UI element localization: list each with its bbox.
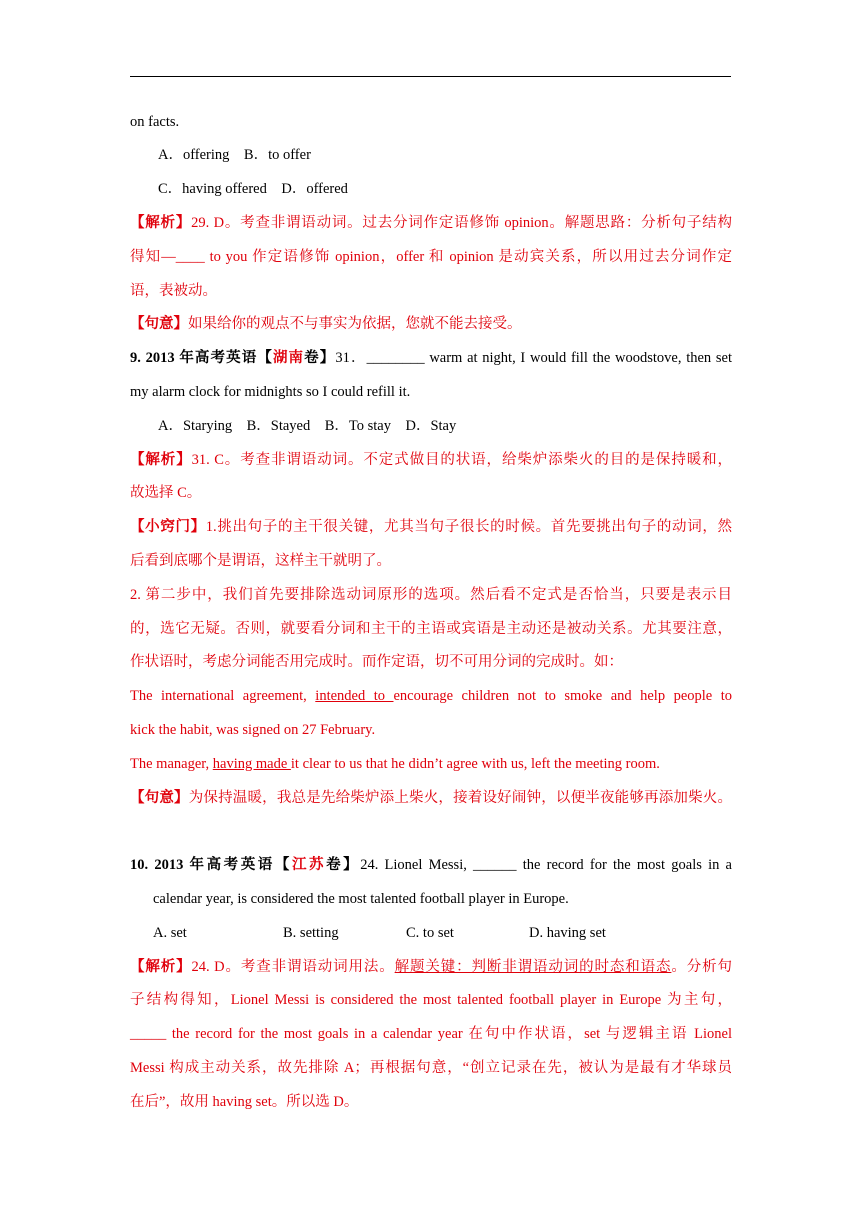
question-8-options-row-2: C．having offered D．offered [158,181,348,197]
question-10-stem-line-1: 10. 2013 年高考英语【江苏卷】24. Lionel Messi, ______ the record for the most goals in a [130,857,732,873]
option-d: D. having set [529,925,606,941]
question-8-options-row-1: A．offering B．to offer [158,147,311,163]
question-9-tip-line-2: 后看到底哪个是谓语，这样主干就明了。 [130,553,391,569]
question-9-tip2-line-3: 作状语时，考虑分词能否用完成时。而作定语，切不可用分词的完成时。如： [130,654,623,670]
question-9-analysis-line-2: 故选择 C。 [130,485,202,501]
question-8-analysis-line-1: 【解析】29. D。考查非谓语动词。过去分词作定语修饰 opinion。解题思路：分析句子结构 [130,215,733,231]
analysis-tag: 【解析】 [130,959,192,975]
question-9-meaning: 【句意】为保持温暖，我总是先给柴炉添上柴火，接着设好闹钟，以便半夜能够再添加柴火。 [130,790,732,806]
question-9-stem-line-2: my alarm clock for midnights so I could refill it. [130,384,411,400]
question-9-tip-line-1: 【小窍门】1.挑出句子的主干很关键，尤其当句子很长的时候。首先要挑出句子的动词，然 [130,519,733,535]
underlined-phrase: 解题关键：判断非谓语动词的时态和语态 [394,959,672,975]
question-8-meaning: 【句意】如果给你的观点不与事实为依据，您就不能去接受。 [130,316,522,332]
underlined-phrase: having made [212,756,291,772]
underlined-phrase: intended to [315,688,394,704]
question-9-tip2-line-2: 的，选它无疑。否则，就要看分词和主干的主语或宾语是主动还是被动关系。尤其要注意， [130,621,732,637]
question-9-stem-line-1: 9. 2013 年高考英语【湖南卷】31．________ warm at night, I would fill the woodstove, then set [130,350,733,366]
province-label: 湖南 [272,350,305,366]
question-9-analysis-line-1: 【解析】31. C。考查非谓语动词。不定式做目的状语，给柴炉添柴火的目的是保持暖和， [130,452,733,468]
question-10-stem-line-2: calendar year, is considered the most talented football player in Europe. [153,891,569,907]
question-8-tail: on facts. [130,114,180,130]
meaning-tag: 【句意】 [130,790,189,806]
question-8-analysis-line-3: 语，表被动。 [130,283,217,299]
meaning-tag: 【句意】 [130,316,188,332]
analysis-tag: 【解析】 [130,452,192,468]
example-sentence-2: The manager, having made it clear to us that he didn’t agree with us, left the meeting room. [130,756,660,772]
question-9-tip2-line-1: 2. 第二步中，我们首先要排除选动词原形的选项。然后看不定式是否恰当，只要是表示目 [130,587,732,603]
option-a: A. set [153,925,187,941]
question-10-analysis-line-3: _____ the record for the most goals in a calendar year 在句中作状语，set 与逻辑主语 Lionel [130,1026,732,1042]
example-sentence-1-line-1: The international agreement, intended to encourage children not to smoke and help people to [130,688,732,704]
example-sentence-1-line-2: kick the habit, was signed on 27 February. [130,722,376,738]
tip-tag: 【小窍门】 [130,519,206,535]
option-b: B. setting [283,925,339,941]
question-9-options: A．Starying B．Stayed B．To stay D．Stay [158,418,457,434]
header-rule [130,76,731,77]
question-10-analysis-line-4: Messi 构成主动关系，故先排除 A；再根据句意，“创立记录在先，被认为是最有才华球员 [130,1060,732,1076]
question-10-analysis-line-5: 在后”，故用 having set。所以选 D。 [130,1094,359,1110]
province-label: 江苏 [291,857,327,873]
question-10-analysis-line-2: 子结构得知，Lionel Messi is considered the most talented football player in Europe 为主句， [130,992,732,1008]
question-10-analysis-line-1: 【解析】24. D。考查非谓语动词用法。解题关键：判断非谓语动词的时态和语态。分析句 [130,959,733,975]
analysis-tag: 【解析】 [130,215,192,231]
option-c: C. to set [406,925,454,941]
question-8-analysis-line-2: 得知—____ to you 作定语修饰 opinion，offer 和 opinion 是动宾关系，所以用过去分词作定 [130,249,732,265]
